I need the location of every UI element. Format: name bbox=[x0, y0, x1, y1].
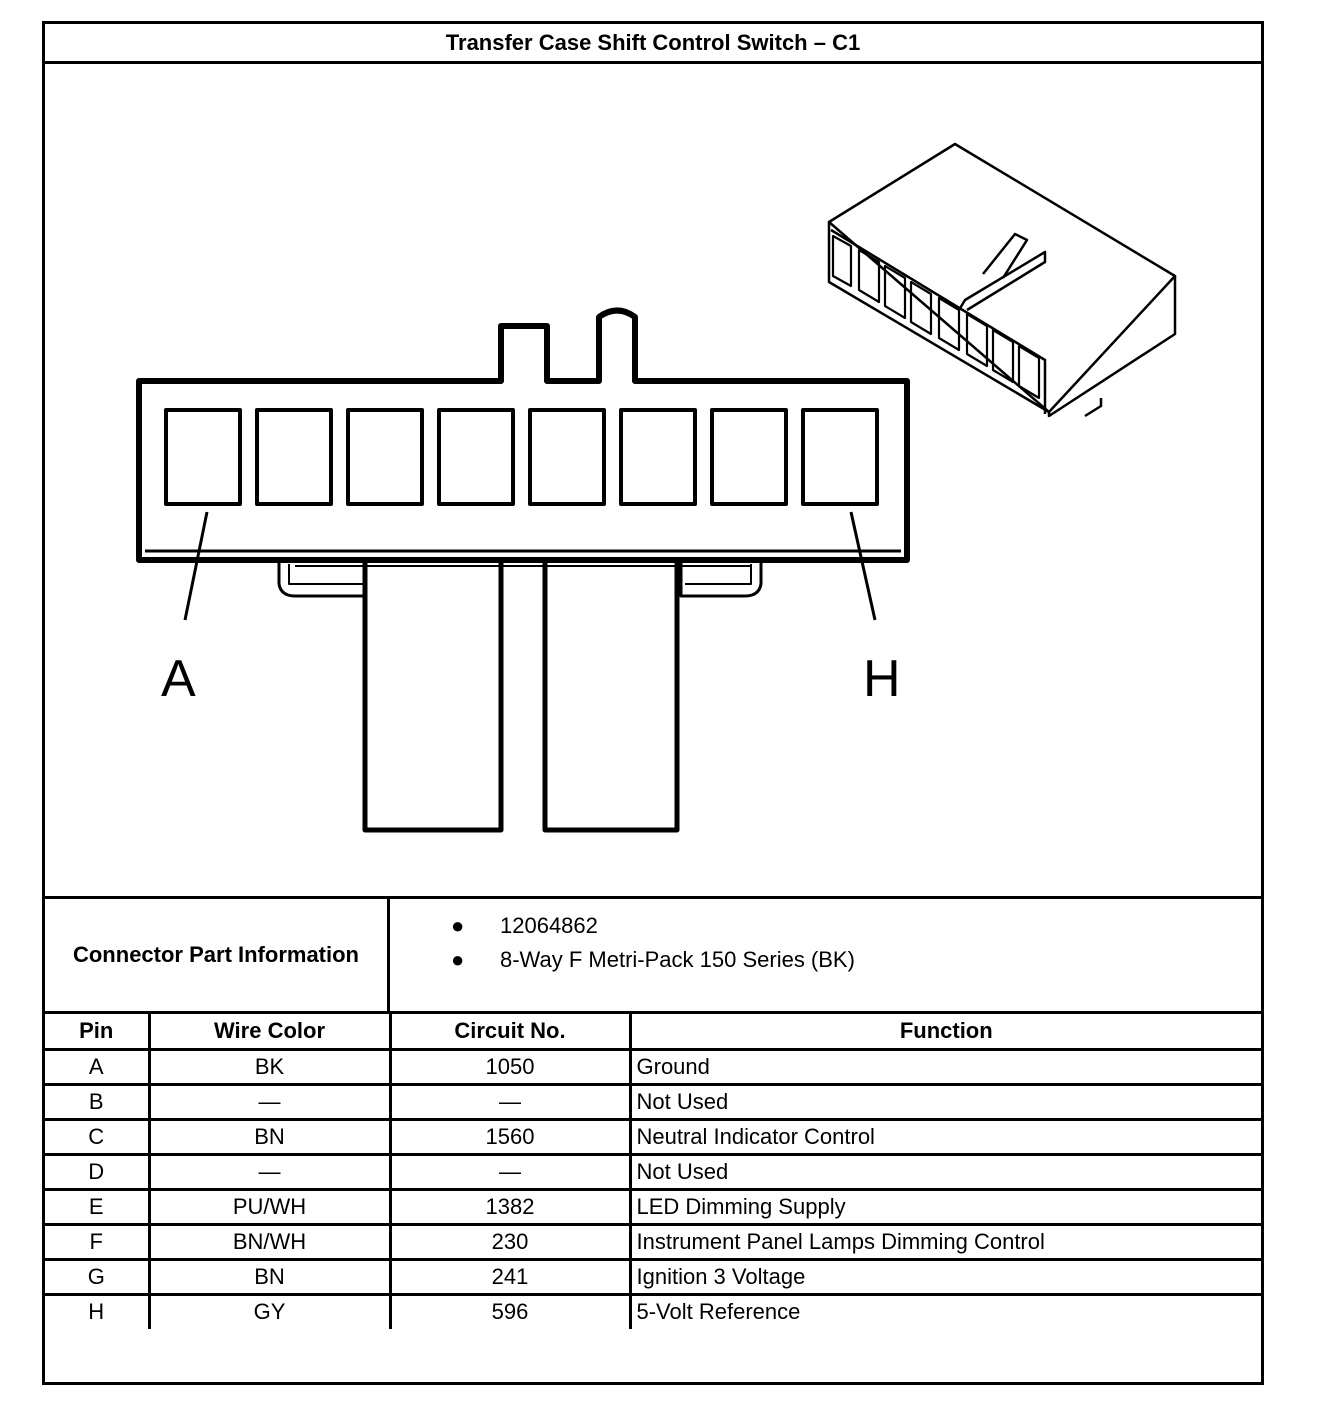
terminal-blade-left bbox=[365, 560, 501, 830]
header-circuit-no: Circuit No. bbox=[390, 1014, 630, 1049]
connector-sheet bbox=[42, 21, 1264, 1385]
connector-diagram bbox=[45, 64, 1261, 896]
wire-color-cell: BN/WH bbox=[149, 1224, 390, 1259]
function-cell: Not Used bbox=[630, 1154, 1261, 1189]
pin-cell: B bbox=[45, 1084, 149, 1119]
wire-color-cell: BN bbox=[149, 1259, 390, 1294]
list-item bbox=[445, 943, 855, 977]
pin-cell: F bbox=[45, 1224, 149, 1259]
list-item bbox=[445, 909, 855, 943]
table-row bbox=[45, 1049, 1261, 1084]
table-header-row bbox=[45, 1014, 1261, 1049]
table-row bbox=[45, 1294, 1261, 1329]
bullet-icon: ● bbox=[451, 947, 465, 972]
wire-color-cell: — bbox=[149, 1084, 390, 1119]
pin-cell: C bbox=[45, 1119, 149, 1154]
part-number: 12064862 bbox=[500, 913, 598, 938]
header-wire-color: Wire Color bbox=[149, 1014, 390, 1049]
sheet-title: Transfer Case Shift Control Switch – C1 bbox=[45, 24, 1261, 64]
function-cell: Ground bbox=[630, 1049, 1261, 1084]
table-row bbox=[45, 1084, 1261, 1119]
circuit-cell: 241 bbox=[390, 1259, 630, 1294]
circuit-cell: 1382 bbox=[390, 1189, 630, 1224]
pin-cell: G bbox=[45, 1259, 149, 1294]
connector-iso-view bbox=[829, 144, 1175, 416]
callout-leader-h bbox=[851, 512, 875, 620]
function-cell: Not Used bbox=[630, 1084, 1261, 1119]
wire-color-cell: — bbox=[149, 1154, 390, 1189]
connector-part-info-list bbox=[445, 909, 855, 977]
part-description: 8-Way F Metri-Pack 150 Series (BK) bbox=[500, 947, 855, 972]
table-row bbox=[45, 1224, 1261, 1259]
connector-body-outline bbox=[139, 311, 907, 561]
table-row bbox=[45, 1189, 1261, 1224]
pin-cell: A bbox=[45, 1049, 149, 1084]
pinout-table bbox=[45, 1014, 1261, 1329]
connector-part-info-label: Connector Part Information bbox=[45, 899, 390, 1011]
function-cell: Instrument Panel Lamps Dimming Control bbox=[630, 1224, 1261, 1259]
bullet-icon: ● bbox=[451, 913, 465, 938]
connector-part-info bbox=[45, 896, 1261, 1014]
circuit-cell: 230 bbox=[390, 1224, 630, 1259]
circuit-cell: 596 bbox=[390, 1294, 630, 1329]
table-row bbox=[45, 1119, 1261, 1154]
header-function: Function bbox=[630, 1014, 1261, 1049]
circuit-cell: 1560 bbox=[390, 1119, 630, 1154]
callout-label-h: H bbox=[863, 650, 901, 708]
function-cell: Ignition 3 Voltage bbox=[630, 1259, 1261, 1294]
callout-label-a: A bbox=[161, 650, 196, 708]
terminal-blade-right bbox=[545, 560, 677, 830]
circuit-cell: — bbox=[390, 1084, 630, 1119]
connector-face-drawing bbox=[45, 64, 1261, 896]
wire-color-cell: PU/WH bbox=[149, 1189, 390, 1224]
circuit-cell: 1050 bbox=[390, 1049, 630, 1084]
header-pin: Pin bbox=[45, 1014, 149, 1049]
table-row bbox=[45, 1259, 1261, 1294]
function-cell: 5-Volt Reference bbox=[630, 1294, 1261, 1329]
function-cell: LED Dimming Supply bbox=[630, 1189, 1261, 1224]
wire-color-cell: BK bbox=[149, 1049, 390, 1084]
circuit-cell: — bbox=[390, 1154, 630, 1189]
function-cell: Neutral Indicator Control bbox=[630, 1119, 1261, 1154]
pin-cell: H bbox=[45, 1294, 149, 1329]
table-row bbox=[45, 1154, 1261, 1189]
wire-color-cell: BN bbox=[149, 1119, 390, 1154]
connector-cavities bbox=[166, 410, 877, 504]
pin-cell: D bbox=[45, 1154, 149, 1189]
wire-color-cell: GY bbox=[149, 1294, 390, 1329]
pin-cell: E bbox=[45, 1189, 149, 1224]
callout-leader-a bbox=[185, 512, 207, 620]
